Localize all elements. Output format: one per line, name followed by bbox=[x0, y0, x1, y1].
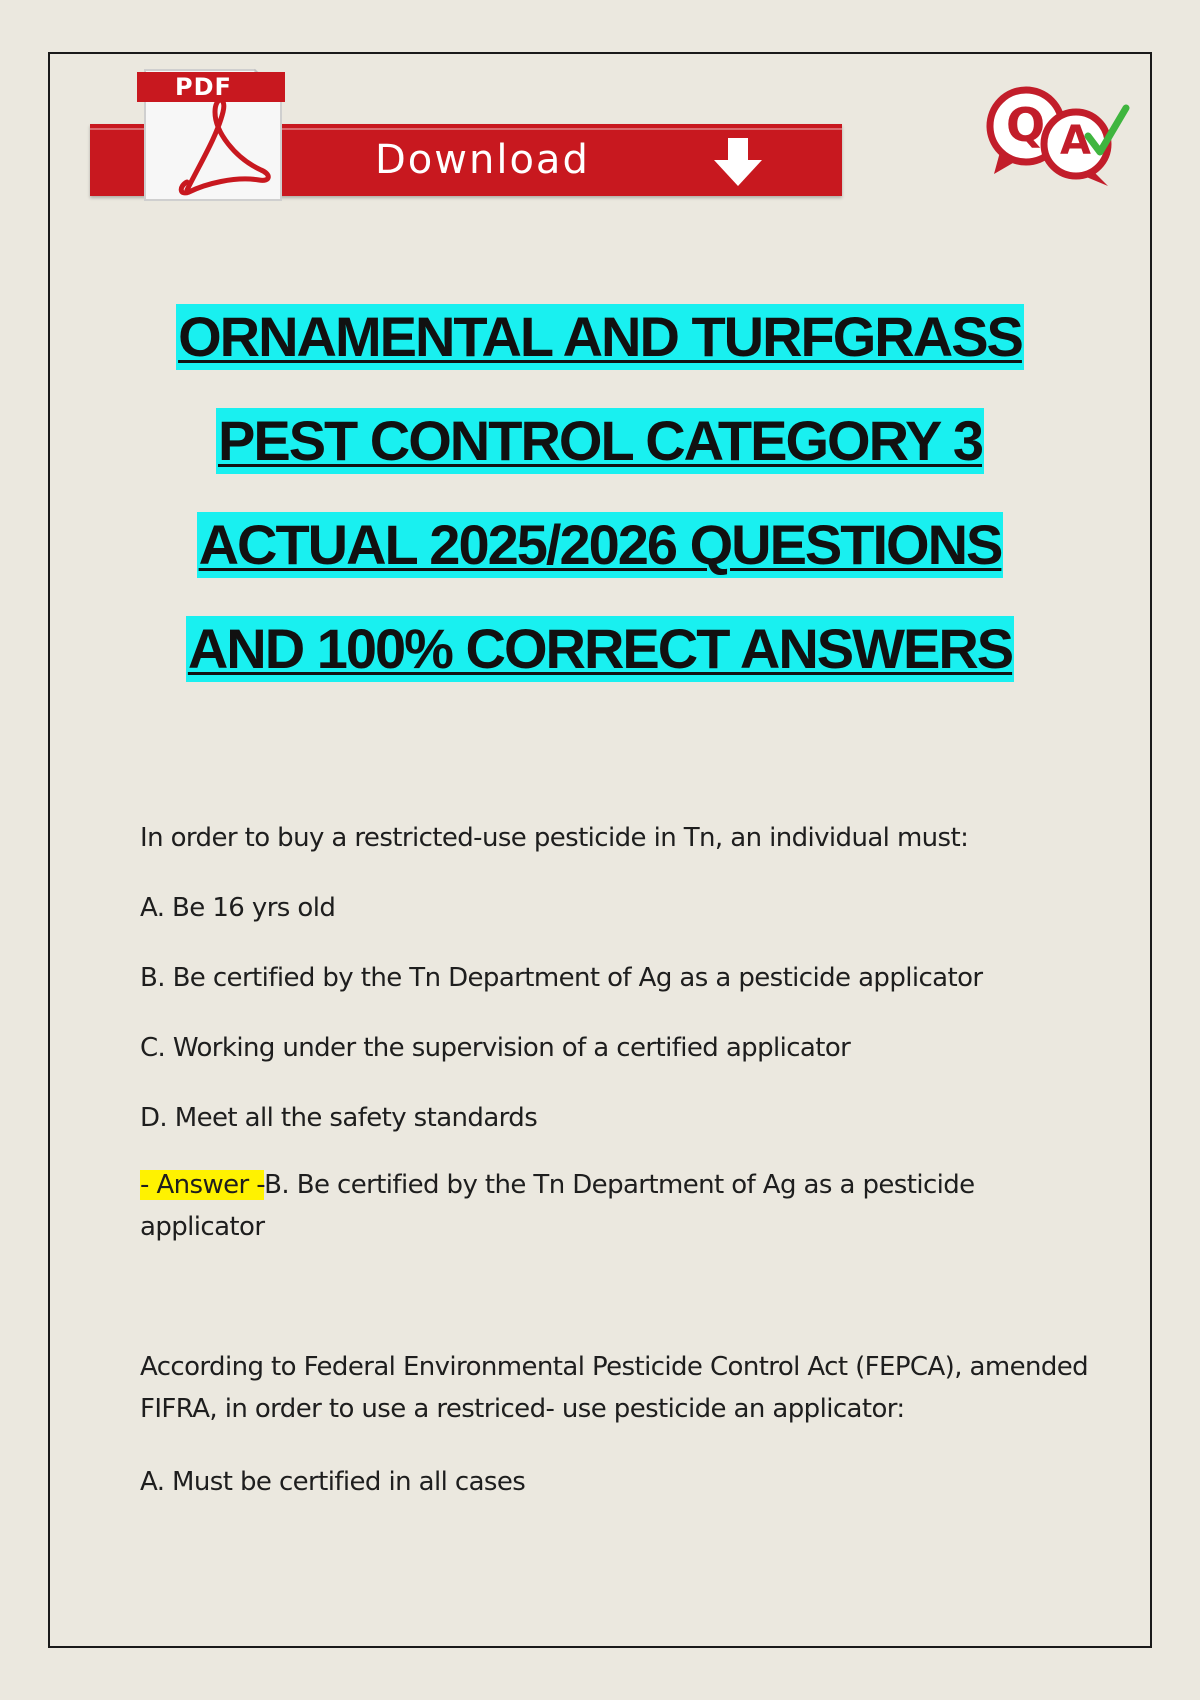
question-separator bbox=[140, 1276, 1100, 1346]
pdf-tag: PDF bbox=[137, 72, 285, 102]
title-line: ORNAMENTAL AND TURFGRASS bbox=[178, 305, 1022, 368]
option-item: D. Meet all the safety standards bbox=[140, 1103, 538, 1133]
qa-a-letter: A bbox=[1060, 118, 1091, 164]
answer-text: B. Be certified by the Tn Department of Ag as a pesticide applicator bbox=[140, 1170, 975, 1242]
title-line: ACTUAL 2025/2026 QUESTIONS bbox=[198, 513, 1002, 576]
option-item: A. Be 16 yrs old bbox=[140, 893, 336, 923]
option-item: A. Must be certified in all cases bbox=[140, 1467, 526, 1497]
download-arrow-icon[interactable] bbox=[712, 136, 764, 188]
question-text: In order to buy a restricted-use pesticide in Tn, an individual must: bbox=[140, 823, 969, 853]
qa-q-letter: Q bbox=[1006, 98, 1046, 152]
title-line: PEST CONTROL CATEGORY 3 bbox=[217, 409, 983, 472]
answer-line bbox=[140, 1164, 1100, 1248]
question-text: According to Federal Environmental Pesticide Control Act (FEPCA), amended FIFRA, in order to use a restriced- use pesticide an applicator: bbox=[140, 1352, 1089, 1424]
document-page bbox=[48, 52, 1152, 1648]
download-label[interactable]: Download bbox=[375, 137, 590, 183]
option-item: B. Be certified by the Tn Department of Ag as a pesticide applicator bbox=[140, 963, 983, 993]
document-title bbox=[50, 304, 1150, 720]
pdf-file-icon bbox=[135, 66, 285, 202]
download-banner[interactable] bbox=[90, 66, 842, 202]
qa-check-logo bbox=[980, 82, 1130, 192]
question-list bbox=[140, 814, 1100, 1528]
title-line: AND 100% CORRECT ANSWERS bbox=[187, 617, 1013, 680]
answer-tag: - Answer - bbox=[140, 1170, 265, 1200]
option-item: C. Working under the supervision of a certified applicator bbox=[140, 1033, 851, 1063]
